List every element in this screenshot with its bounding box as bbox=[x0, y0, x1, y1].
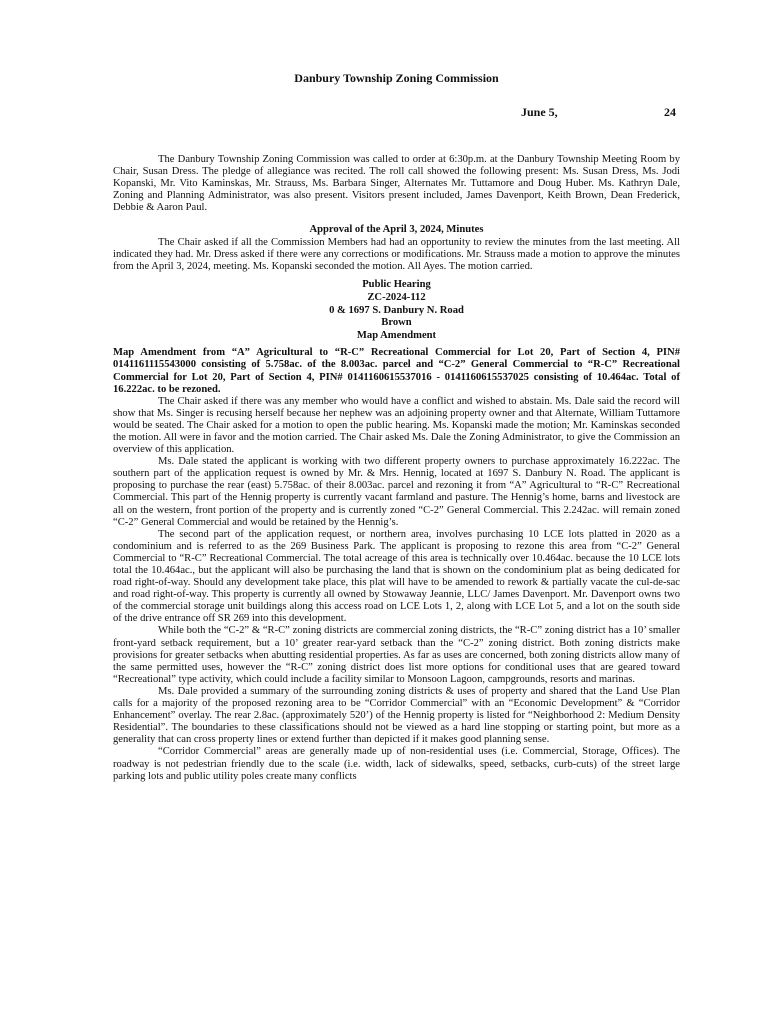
meeting-date bbox=[113, 104, 680, 120]
body-paragraph: “Corridor Commercial” areas are generally made up of non-residential uses (i.e. Commercial, Storage, Offices). The roadway is not pedestrian friendly due to the scale (i.e. width, lack of sidewalks, speed, setbacks, curb-cuts) of the street large parking lots and public utility poles create many conflicts bbox=[113, 746, 680, 782]
body-paragraph: Ms. Dale stated the applicant is working with two different property owners to purchase approximately 16.222ac. The southern part of the application request is owned by Mr. & Mrs. Hennig, located at 1697 S. Danbury N. Road. The applicant is proposing to purchase the rear (east) 5.758ac. of their 8.003ac. parcel and rezoning it from “A” Agricultural to “R-C” Recreational Commercial. This part of the Hennig property is currently vacant farmland and pasture. The Hennig’s home, barns and livestock are all on the western, front portion of the property and is currently zoned “C-2” General Commercial. This 2.242ac. will remain zoned “C-2” General Commercial and would be retained by the Hennig’s. bbox=[113, 456, 680, 528]
approval-heading: Approval of the April 3, 2024, Minutes bbox=[309, 224, 484, 236]
body-paragraph: Ms. Dale provided a summary of the surrounding zoning districts & uses of property and shared that the Land Use Plan calls for a majority of the proposed rezoning area to be “Corridor Commercial” with an “Economic Development” & “Corridor Enhancement” overlay. The rear 2.8ac. (approximately 520’) of the Hennig property is listed for “Neighborhood 2: Medium Density Residential”. The boundaries to these classifications should not be viewed as a hard line stopping or starting point, but more as a generality that can cross property lines or extend further than depicted if it makes good planning sense. bbox=[113, 685, 680, 746]
hearing-title: Public Hearing bbox=[362, 279, 431, 291]
meeting-date-month-day: June 5, bbox=[521, 105, 558, 119]
intro-paragraph: The Danbury Township Zoning Commission was called to order at 6:30p.m. at the Danbury Township Meeting Room by Chair, Susan Dress. The pledge of allegiance was recited. The roll call showed the following present: Ms. Susan Dress, Ms. Jodi Kopanski, Mr. Vito Kaminskas, Mr. Strauss, Ms. Barbara Singer, Alternates Mr. Tuttamore and Doug Huber. Ms. Kathryn Dale, Zoning and Planning Administrator, was also present. Visitors present included, James Davenport, Keith Brown, Dean Frederick, Debbie & Aaron Paul. bbox=[113, 154, 680, 214]
body-paragraph: While both the “C-2” & “R-C” zoning districts are commercial zoning districts, the “R-C” zoning district has a 10’ smaller front-yard setback requirement, but a 10’ greater rear-yard setback than the “C-2” zoning district. Both zoning districts make provisions for greater setbacks when abutting residential properties. As far as uses are concerned, both zoning districts allow many of the same permitted uses, however the “R-C” zoning district does list more options for conditional uses that are geared toward “Recreational” type activity, which could include a facility similar to Monsoon Lagoon, campgrounds, resorts and marinas. bbox=[113, 625, 680, 685]
approval-paragraph: The Chair asked if all the Commission Members had had an opportunity to review the minutes from the last meeting. All indicated they had. Mr. Dress asked if there were any corrections or modifications. Mr. Strauss made a motion to approve the minutes from the April 3, 2024, meeting. Ms. Kopanski seconded the motion. All Ayes. The motion carried. bbox=[113, 237, 680, 273]
hearing-address: 0 & 1697 S. Danbury N. Road bbox=[329, 304, 464, 316]
meeting-date-year: 24 bbox=[664, 105, 676, 119]
hearing-applicant: Brown bbox=[381, 317, 412, 329]
map-amendment-statement: Map Amendment from “A” Agricultural to “R-C” Recreational Commercial for Lot 20, Part of Section 4, PIN# 0141161115543000 consisting of 5.758ac. of the 8.003ac. parcel and “C-2” General Commercial to “R-C” Recreational Commercial for Lot 20, Part of Section 4, PIN# 0141160615537016 - 0141160615537025 consisting of 10.464ac. Total of 16.222ac. to be rezoned. bbox=[113, 347, 680, 395]
hearing-type: Map Amendment bbox=[356, 329, 437, 341]
public-hearing-block bbox=[113, 279, 680, 342]
body-paragraph: The Chair asked if there was any member who would have a conflict and wished to abstain. Ms. Dale said the record will show that Ms. Singer is recusing herself because her nephew was an adjoining property owner and that Alternate, William Tuttamore would be seated. The Chair asked for a motion to open the public hearing. Ms. Kopanski made the motion; Mr. Kaminskas seconded the motion. All were in favor and the motion carried. The Chair asked Ms. Dale the Zoning Administrator, to give the Commission an overview of this application. bbox=[113, 395, 680, 456]
body-paragraph: The second part of the application request, or northern area, involves purchasing 10 LCE lots platted in 2020 as a condominium and is referred to as the 269 Business Park. The applicant is proposing to rezone this area from “C-2” General Commercial to “R-C” Recreational Commercial. The total acreage of this area is technically over 10.464ac. because the 10 LCE lots total the 10.464ac., but the applicant will also be purchasing the land that is shown on the condominium plat as being dedicated for road right-of-way. Should any development take place, this plat will have to be amended to rework & partially vacate the cul-de-sac and road right-of-way. This property is currently all owned by Stowaway Jeannie, LLC/ James Davenport. Mr. Davenport owns two of the commercial storage unit buildings along this access road on LCE Lots 1, 2, along with LCE Lot 5, and a lot on the south side of the drive entrance off SR 269 into this development. bbox=[113, 528, 680, 625]
hearing-case-number: ZC-2024-112 bbox=[367, 291, 426, 303]
document-page bbox=[113, 70, 680, 783]
document-title: Danbury Township Zoning Commission bbox=[294, 71, 499, 85]
